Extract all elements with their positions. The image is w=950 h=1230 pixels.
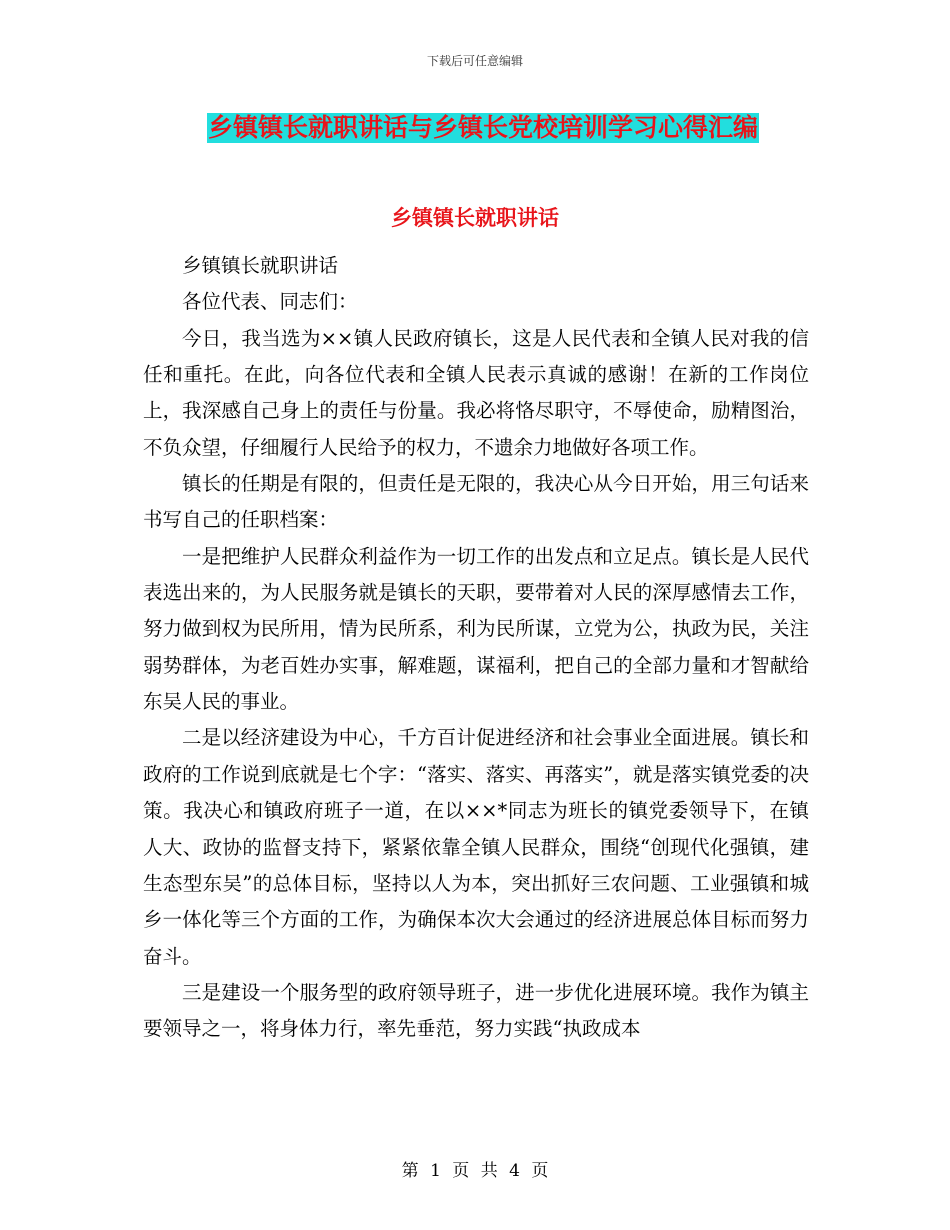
- document-body: [143, 248, 809, 1048]
- paragraph-point-one: 一是把维护人民群众利益作为一切工作的出发点和立足点。镇长是人民代表选出来的，为人民服务就是镇长的天职，要带着对人民的深厚感情去工作，努力做到权为民所用，情为民所系，利为民所谋，立党为公，执政为民，关注弱势群体，为老百姓办实事，解难题，谋福利，把自己的全部力量和才智献给东吴人民的事业。: [143, 544, 809, 714]
- paragraph-speech-title: 乡镇镇长就职讲话: [182, 254, 339, 277]
- page-number-footer: 第 1 页 共 4 页: [401, 1161, 549, 1181]
- section-title: 乡镇镇长就职讲话: [391, 206, 559, 230]
- document-main-title: 乡镇镇长就职讲话与乡镇长党校培训学习心得汇编: [208, 113, 759, 142]
- paragraph-opening: 今日，我当选为××镇人民政府镇长，这是人民代表和全镇人民对我的信任和重托。在此，向各位代表和全镇人民表示真诚的感谢！在新的工作岗位上，我深感自己身上的责任与份量。我必将恪尽职守，不辱使命，励精图治，不负众望，仔细履行人民给予的权力，不遗余力地做好各项工作。: [143, 326, 809, 459]
- paragraph-point-three: 三是建设一个服务型的政府领导班子，进一步优化进展环境。我作为镇主要领导之一，将身体力行，率先垂范，努力实践“执政成本: [143, 980, 809, 1041]
- paragraph-salutation: 各位代表、同志们：: [182, 290, 358, 314]
- paragraph-point-two: 二是以经济建设为中心，千方百计促进经济和社会事业全面进展。镇长和政府的工作说到底就是七个字：“落实、落实、再落实”，就是落实镇党委的决策。我决心和镇政府班子一道，在以××*同志为班长的镇党委领导下，在镇人大、政协的监督支持下，紧紧依靠全镇人民群众，围绕“创现代化强镇，建生态型东吴”的总体目标，坚持以人为本，突出抓好三农问题、工业强镇和城乡一体化等三个方面的工作，为确保本次大会通过的经济进展总体目标而努力奋斗。: [143, 726, 809, 968]
- page-header-note: 下载后可任意编辑: [426, 54, 523, 68]
- paragraph-resolution: 镇长的任期是有限的，但责任是无限的，我决心从今日开始，用三句话来书写自己的任职档案：: [143, 472, 809, 532]
